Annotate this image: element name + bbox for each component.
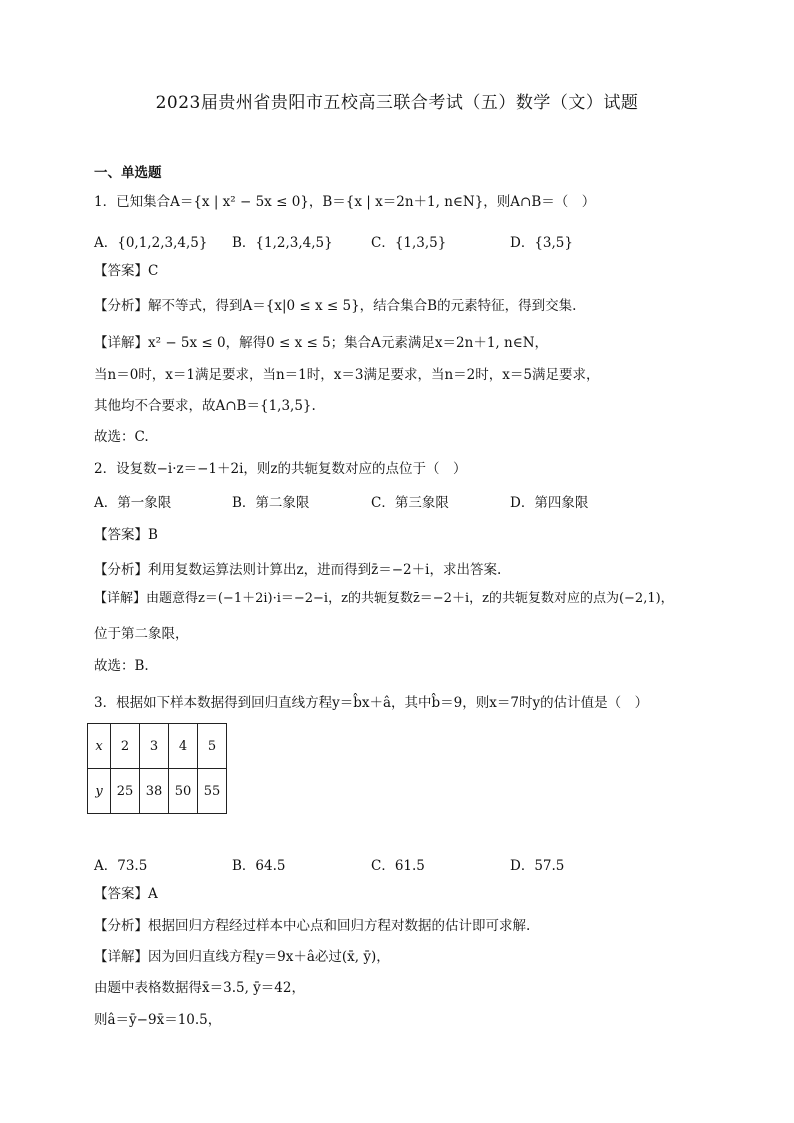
table-row (88, 724, 227, 769)
q1-answer: 【答案】C (94, 263, 159, 279)
q2-option-b: B．第二象限 (232, 495, 310, 511)
q1-option-c: C．{1,3,5} (371, 235, 447, 251)
q2-option-c: C．第三象限 (371, 495, 449, 511)
table-cell: 2 (111, 724, 140, 769)
q2-option-a: A．第一象限 (94, 495, 172, 511)
q3-option-d: D．57.5 (510, 858, 565, 874)
q1-stem: 1．已知集合A＝{x | x² − 5x ≤ 0}，B＝{x | x＝2n＋1, n∈N}，则A∩B＝（ ） (94, 194, 596, 210)
table-cell: 4 (169, 724, 198, 769)
q3-detail-line: 【详解】因为回归直线方程y＝9x＋â必过(x̄, ȳ)， (94, 949, 390, 965)
page-title: 2023届贵州省贵阳市五校高三联合考试（五）数学（文）试题 (155, 93, 639, 113)
table-row (88, 769, 227, 814)
table-cell: 38 (140, 769, 169, 814)
q3-option-b: B．64.5 (232, 858, 286, 874)
q3-stem: 3．根据如下样本数据得到回归直线方程y＝b̂x＋â，其中b̂＝9，则x＝7时y的估计值是（ ） (94, 695, 649, 711)
q1-detail-line: 其他均不合要求，故A∩B＝{1,3,5}. (94, 398, 316, 414)
q1-option-d: D．{3,5} (510, 235, 573, 251)
q1-analysis: 【分析】解不等式，得到A＝{x|0 ≤ x ≤ 5}，结合集合B的元素特征，得到交集. (94, 298, 577, 314)
q3-option-a: A．73.5 (94, 858, 148, 874)
q1-detail-line: 故选：C. (94, 429, 149, 445)
table-cell: x (88, 724, 111, 769)
section-heading: 一、单选题 (94, 165, 162, 181)
q1-option-a: A．{0,1,2,3,4,5} (94, 235, 208, 251)
q2-answer: 【答案】B (94, 527, 158, 543)
q2-detail-line: 【详解】由题意得z＝(−1＋2i)·i＝−2−i，z的共轭复数z̄＝−2＋i，z的共轭复数对应的点为(−2,1)， (94, 591, 674, 606)
q2-detail-line: 故选：B. (94, 658, 149, 674)
sample-data-table (87, 723, 227, 814)
q3-answer: 【答案】A (94, 886, 158, 902)
q1-option-b: B．{1,2,3,4,5} (232, 235, 333, 251)
q3-analysis: 【分析】根据回归方程经过样本中心点和回归方程对数据的估计即可求解. (94, 918, 531, 934)
q1-detail-line: 当n＝0时，x＝1满足要求，当n＝1时，x＝3满足要求，当n＝2时，x＝5满足要求， (94, 367, 600, 383)
table-cell: y (88, 769, 111, 814)
q2-option-d: D．第四象限 (510, 495, 589, 511)
q1-detail-line: 【详解】x² − 5x ≤ 0，解得0 ≤ x ≤ 5；集合A元素满足x＝2n＋1, n∈N， (94, 335, 549, 351)
table-cell: 50 (169, 769, 198, 814)
q3-option-c: C．61.5 (371, 858, 425, 874)
table-cell: 3 (140, 724, 169, 769)
table-cell: 55 (198, 769, 227, 814)
table-cell: 5 (198, 724, 227, 769)
q2-analysis: 【分析】利用复数运算法则计算出z，进而得到z̄＝−2＋i，求出答案. (94, 562, 502, 578)
q2-detail-line: 位于第二象限， (94, 626, 189, 642)
q2-stem: 2．设复数−i·z＝−1＋2i，则z的共轭复数对应的点位于（ ） (94, 461, 467, 477)
q3-detail-line: 由题中表格数据得x̄＝3.5, ȳ＝42， (94, 980, 305, 996)
q3-detail-line: 则â＝ȳ−9x̄＝10.5， (94, 1012, 222, 1028)
table-cell: 25 (111, 769, 140, 814)
